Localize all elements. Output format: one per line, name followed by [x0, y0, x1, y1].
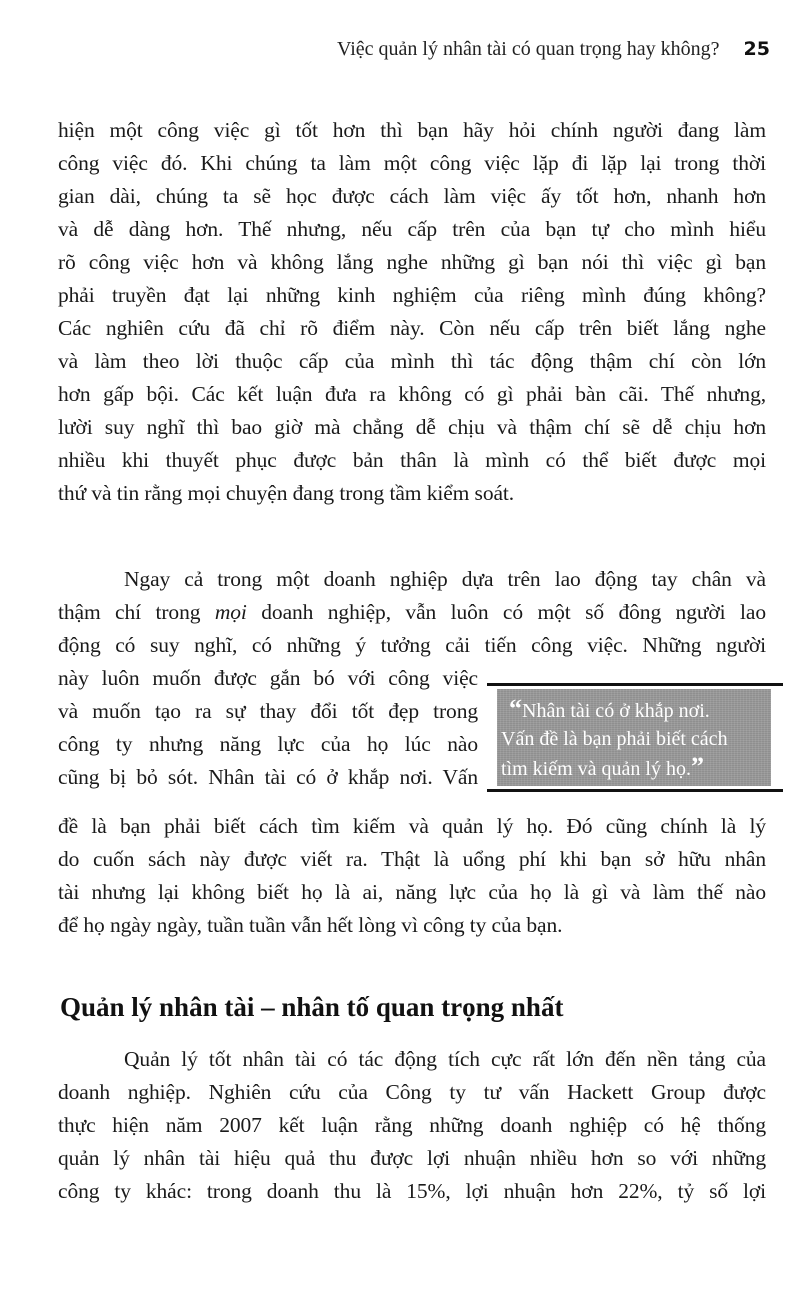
text-line: đề là bạn phải biết cách tìm kiếm và quản lý họ. Đó cũng chính là lý: [58, 814, 766, 838]
text-span: doanh nghiệp, vẫn luôn có một số đông người lao: [246, 600, 766, 624]
close-quote-mark: ”: [690, 752, 704, 781]
pull-quote-line: Vấn đề là bạn phải biết cách: [501, 728, 728, 750]
pull-quote-text: tìm kiếm và quản lý họ.: [501, 758, 691, 780]
text-line: quản lý nhân tài hiệu quả thu được lợi nhuận nhiều hơn so với những: [58, 1146, 766, 1170]
open-quote-mark: “: [509, 694, 522, 723]
text-line: Các nghiên cứu đã chỉ rõ điểm này. Còn nếu cấp trên biết lắng nghe: [58, 316, 766, 340]
text-line: động có suy nghĩ, có những ý tưởng cải tiến công việc. Những người: [58, 633, 766, 657]
emphasis-text: mọi: [214, 600, 247, 624]
pull-quote-text: Nhân tài có ở khắp nơi.: [522, 700, 710, 722]
text-line: để họ ngày ngày, tuần tuần vẫn hết lòng vì công ty của bạn.: [58, 913, 563, 937]
text-line: [58, 596, 766, 629]
text-line: tài nhưng lại không biết họ là ai, năng lực của họ là gì và làm thế nào: [58, 880, 766, 904]
pull-quote: [487, 683, 783, 792]
text-line: nhiều khi thuyết phục được bản thân là mình có thể biết được mọi: [58, 448, 766, 472]
text-line: công ty nhưng năng lực của họ lúc nào: [58, 732, 478, 756]
text-line: và làm theo lời thuộc cấp của mình thì tác động thậm chí còn lớn: [58, 349, 766, 373]
text-line: và dễ dàng hơn. Thế nhưng, nếu cấp trên của bạn tự cho mình hiểu: [58, 217, 766, 241]
text-line: công việc đó. Khi chúng ta làm một công việc lặp đi lặp lại trong thời: [58, 151, 766, 175]
pull-quote-line: [501, 754, 751, 782]
pull-quote-line: [509, 696, 759, 724]
running-header: [337, 38, 770, 66]
text-line: cũng bị bỏ sót. Nhân tài có ở khắp nơi. Vấn: [58, 765, 478, 789]
text-line: phải truyền đạt lại những kinh nghiệm của riêng mình đúng không?: [58, 283, 766, 307]
page-number: 25: [743, 38, 770, 60]
text-line: Quản lý tốt nhân tài có tác động tích cực rất lớn đến nền tảng của: [124, 1047, 766, 1071]
text-line: thực hiện năm 2007 kết luận rằng những doanh nghiệp có hệ thống: [58, 1113, 766, 1137]
text-line: rõ công việc hơn và không lắng nghe những gì bạn nói thì việc gì bạn: [58, 250, 766, 274]
text-line: do cuốn sách này được viết ra. Thật là uổng phí khi bạn sở hữu nhân: [58, 847, 766, 871]
text-line: gian dài, chúng ta sẽ học được cách làm việc ấy tốt hơn, nhanh hơn: [58, 184, 766, 208]
text-line: hiện một công việc gì tốt hơn thì bạn hãy hỏi chính người đang làm: [58, 118, 766, 142]
text-line: hơn gấp bội. Các kết luận đưa ra không có gì phải bàn cãi. Thế nhưng,: [58, 382, 766, 406]
running-title: Việc quản lý nhân tài có quan trọng hay không?: [336, 38, 720, 60]
text-line: thứ và tin rằng mọi chuyện đang trong tầm kiểm soát.: [58, 481, 515, 505]
text-line: Ngay cả trong một doanh nghiệp dựa trên lao động tay chân và: [124, 567, 766, 591]
text-span: thậm chí trong: [58, 600, 215, 624]
text-line: lười suy nghĩ thì bao giờ mà chẳng dễ chịu và thậm chí sẽ dễ chịu hơn: [58, 415, 766, 439]
section-heading: Quản lý nhân tài – nhân tố quan trọng nhất: [60, 992, 564, 1022]
text-line: công ty khác: trong doanh thu là 15%, lợi nhuận hơn 22%, tỷ số lợi: [58, 1179, 766, 1203]
text-line: này luôn muốn được gắn bó với công việc: [58, 666, 478, 690]
text-line: doanh nghiệp. Nghiên cứu của Công ty tư vấn Hackett Group được: [58, 1080, 766, 1104]
text-line: và muốn tạo ra sự thay đổi tốt đẹp trong: [58, 699, 478, 723]
